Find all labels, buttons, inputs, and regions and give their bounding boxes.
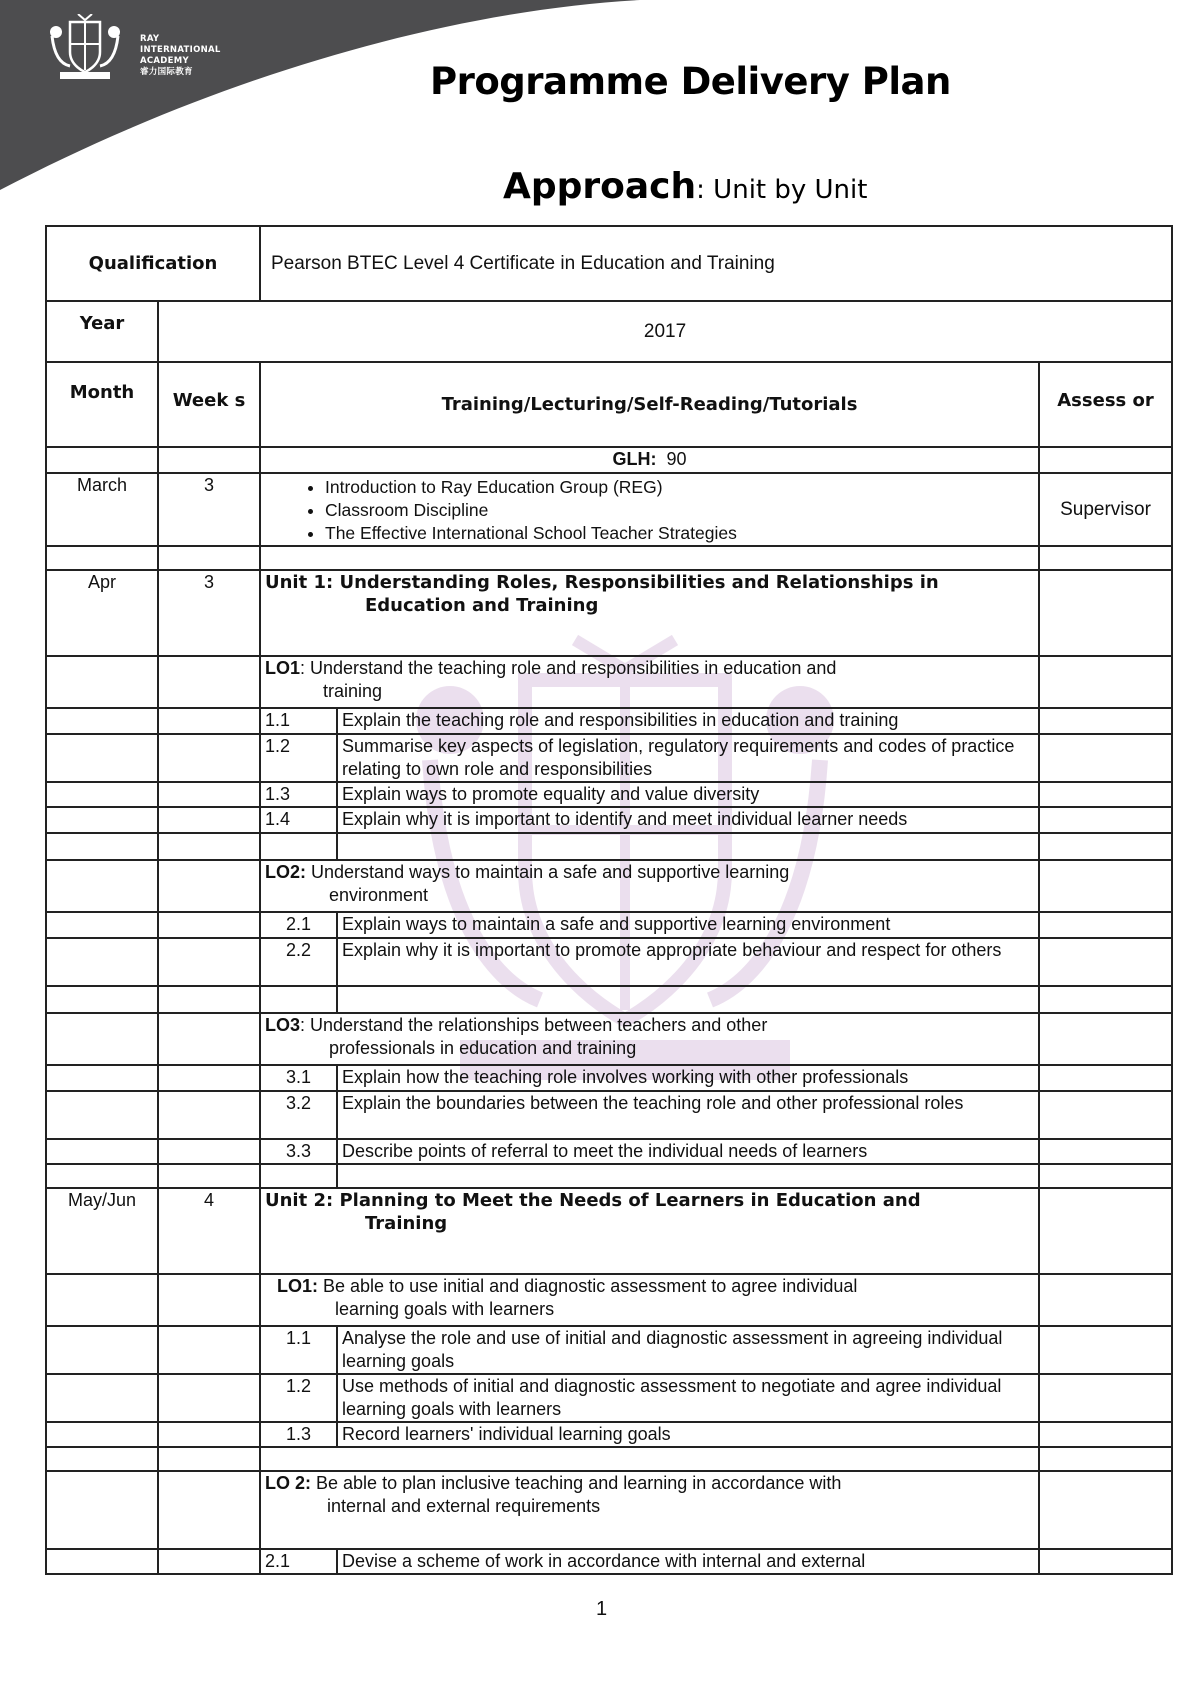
unit1-title-b: Education and Training: [365, 595, 599, 616]
col-training-header: Training/Lecturing/Self-Reading/Tutorials: [260, 362, 1039, 447]
lo-row: [46, 1013, 1172, 1065]
unit2-lo2: [260, 1471, 1039, 1549]
glh-label: GLH:: [612, 449, 657, 469]
unit1-title-row: [46, 570, 1172, 656]
lo-text-b: training: [323, 681, 383, 701]
spacer-row: [46, 1164, 1172, 1188]
criteria-number: 1.1: [260, 708, 337, 734]
criteria-row: [46, 1326, 1172, 1374]
lo-label: LO 2:: [265, 1473, 312, 1493]
unit1-lo3: [260, 1013, 1039, 1065]
glh-row: [46, 447, 1172, 473]
lo-label: LO3: [265, 1015, 301, 1035]
unit2-title-row: [46, 1188, 1172, 1274]
lo-text-a: Understand ways to maintain a safe and supportive learning: [306, 862, 790, 882]
lo-row: [46, 1471, 1172, 1549]
unit1-lo1: [260, 656, 1039, 708]
lo-label: LO2:: [265, 862, 307, 882]
criteria-row: [46, 912, 1172, 938]
approach-label: Approach: [503, 166, 697, 207]
unit1-label: Unit 1: [265, 572, 326, 593]
unit2-lo1: [260, 1274, 1039, 1326]
column-header-row: [46, 362, 1172, 447]
spacer-row: [46, 833, 1172, 860]
spacer-row: [46, 1447, 1172, 1471]
criteria-row: [46, 782, 1172, 807]
lo-text-a: : Understand the teaching role and responsibilities in education and: [300, 658, 837, 678]
criteria-text: Explain why it is important to promote appropriate behaviour and respect for others: [337, 938, 1039, 986]
criteria-text: Explain the teaching role and responsibilities in education and training: [337, 708, 1039, 734]
criteria-number: 3.1: [260, 1065, 337, 1091]
lo-text-b: internal and external requirements: [327, 1496, 601, 1516]
criteria-number: 1.4: [260, 807, 337, 833]
month-cell: March: [46, 473, 158, 546]
month-cell: Apr: [46, 570, 158, 656]
lo-label: LO1:: [277, 1276, 319, 1296]
criteria-text: Analyse the role and use of initial and diagnostic assessment in agreeing individual learning goals: [337, 1326, 1039, 1374]
list-item: • Classroom Discipline: [325, 499, 1034, 522]
unit2-title: [260, 1188, 1039, 1274]
unit2-title-a: Unit 2: Planning to Meet the Needs of Learners in Education and: [265, 1190, 921, 1211]
spacer-row: [46, 546, 1172, 570]
list-item: • Introduction to Ray Education Group (REG): [325, 476, 1034, 499]
list-item: • The Effective International School Teacher Strategies: [325, 522, 1034, 545]
page-number: 1: [596, 1598, 608, 1620]
approach-line: [503, 166, 867, 207]
criteria-number: 1.2: [260, 1374, 337, 1422]
lo-row: [46, 860, 1172, 912]
unit1-lo2: [260, 860, 1039, 912]
unit1-title-a: : Understanding Roles, Responsibilities and Relationships in: [326, 572, 939, 593]
criteria-row: [46, 807, 1172, 833]
criteria-number: 2.1: [260, 1549, 337, 1574]
col-weeks-header: Week s: [158, 362, 260, 447]
lo-text-b: learning goals with learners: [335, 1299, 555, 1319]
march-row: [46, 473, 1172, 546]
criteria-row: [46, 734, 1172, 782]
criteria-row: [46, 1065, 1172, 1091]
qualification-row: [46, 226, 1172, 301]
lo-text-a: Be able to plan inclusive teaching and learning in accordance with: [311, 1473, 842, 1493]
glh-value: 90: [666, 449, 687, 469]
weeks-cell: 4: [158, 1188, 260, 1274]
criteria-number: 2.1: [260, 912, 337, 938]
crest-icon: [40, 14, 130, 84]
year-value: 2017: [158, 301, 1172, 362]
criteria-text: Describe points of referral to meet the individual needs of learners: [337, 1139, 1039, 1164]
delivery-plan-table: [45, 225, 1173, 1575]
criteria-row: [46, 1139, 1172, 1164]
criteria-text: Explain why it is important to identify and meet individual learner needs: [337, 807, 1039, 833]
year-row: [46, 301, 1172, 362]
criteria-row: [46, 1091, 1172, 1139]
lo-text-b: environment: [329, 885, 429, 905]
criteria-row: [46, 938, 1172, 986]
criteria-text: Record learners' individual learning goals: [337, 1422, 1039, 1447]
weeks-cell: 3: [158, 473, 260, 546]
criteria-row: [46, 1422, 1172, 1447]
criteria-text: Explain ways to maintain a safe and supportive learning environment: [337, 912, 1039, 938]
document-title: Programme Delivery Plan: [430, 60, 951, 103]
logo-text-line: ACADEMY: [140, 56, 189, 66]
qualification-value: Pearson BTEC Level 4 Certificate in Education and Training: [260, 226, 1172, 301]
lo-text-b: professionals in education and training: [329, 1038, 637, 1058]
logo-text-line: 睿力国际教育: [140, 67, 193, 77]
criteria-number: 3.3: [260, 1139, 337, 1164]
logo-text-line: RAY: [140, 34, 160, 44]
criteria-row: [46, 1549, 1172, 1574]
col-month-header: Month: [46, 362, 158, 447]
criteria-text: Devise a scheme of work in accordance with internal and external: [337, 1549, 1039, 1574]
criteria-text: Explain how the teaching role involves working with other professionals: [337, 1065, 1039, 1091]
criteria-text: Summarise key aspects of legislation, regulatory requirements and codes of practice relating to own role and responsibilities: [337, 734, 1039, 782]
col-assessor-header: Assess or: [1039, 362, 1172, 447]
lo-label: LO1: [265, 658, 301, 678]
criteria-row: [46, 708, 1172, 734]
criteria-text: Explain the boundaries between the teaching role and other professional roles: [337, 1091, 1039, 1139]
academy-logo: [40, 14, 240, 94]
logo-text-line: INTERNATIONAL: [140, 45, 221, 55]
criteria-text: Use methods of initial and diagnostic assessment to negotiate and agree individual learning goals with learners: [337, 1374, 1039, 1422]
approach-value: : Unit by Unit: [696, 175, 868, 205]
criteria-number: 1.2: [260, 734, 337, 782]
qualification-label: Qualification: [46, 226, 260, 301]
criteria-number: 3.2: [260, 1091, 337, 1139]
lo-text-a: Be able to use initial and diagnostic assessment to agree individual: [318, 1276, 858, 1296]
criteria-row: [46, 1374, 1172, 1422]
criteria-number: 2.2: [260, 938, 337, 986]
weeks-cell: 3: [158, 570, 260, 656]
lo-row: [46, 1274, 1172, 1326]
lo-text-a: : Understand the relationships between teachers and other: [300, 1015, 768, 1035]
spacer-row: [46, 986, 1172, 1013]
lo-row: [46, 656, 1172, 708]
criteria-number: 1.3: [260, 782, 337, 807]
assessor-cell: Supervisor: [1039, 473, 1172, 546]
unit2-title-b: Training: [365, 1213, 448, 1234]
unit1-title: [260, 570, 1039, 656]
march-topics: [260, 473, 1039, 546]
year-label: Year: [46, 301, 158, 362]
glh-cell: [260, 447, 1039, 473]
criteria-text: Explain ways to promote equality and value diversity: [337, 782, 1039, 807]
month-cell: May/Jun: [46, 1188, 158, 1274]
criteria-number: 1.1: [260, 1326, 337, 1374]
criteria-number: 1.3: [260, 1422, 337, 1447]
